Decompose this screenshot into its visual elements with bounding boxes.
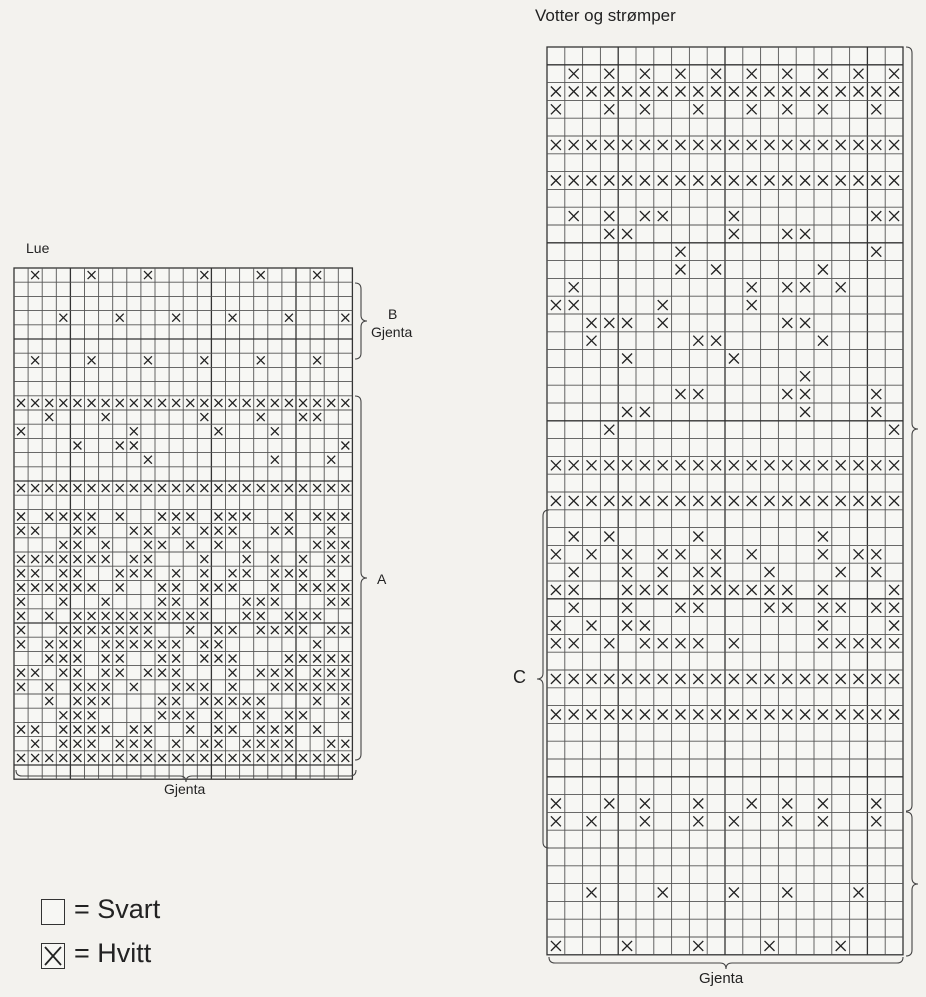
- votter-lower-brace: [906, 812, 918, 956]
- section-b-brace: [355, 283, 367, 359]
- votter-title: Votter og strømper: [535, 6, 676, 25]
- section-a-label: A: [377, 571, 387, 587]
- votter-repeat-label: Gjenta: [699, 970, 744, 987]
- legend-white-label: = Hvitt: [74, 938, 152, 968]
- section-a-brace: [355, 396, 367, 760]
- lue-title: Lue: [26, 240, 50, 256]
- section-b-label: B: [388, 306, 398, 322]
- section-b-repeat-label: Gjenta: [371, 324, 413, 340]
- votter-upper-brace: [906, 47, 918, 811]
- lue-repeat-label: Gjenta: [164, 781, 206, 797]
- votter-bottom-brace: [549, 957, 903, 969]
- legend-black-label: = Svart: [74, 894, 161, 924]
- section-c-label: C: [513, 667, 526, 687]
